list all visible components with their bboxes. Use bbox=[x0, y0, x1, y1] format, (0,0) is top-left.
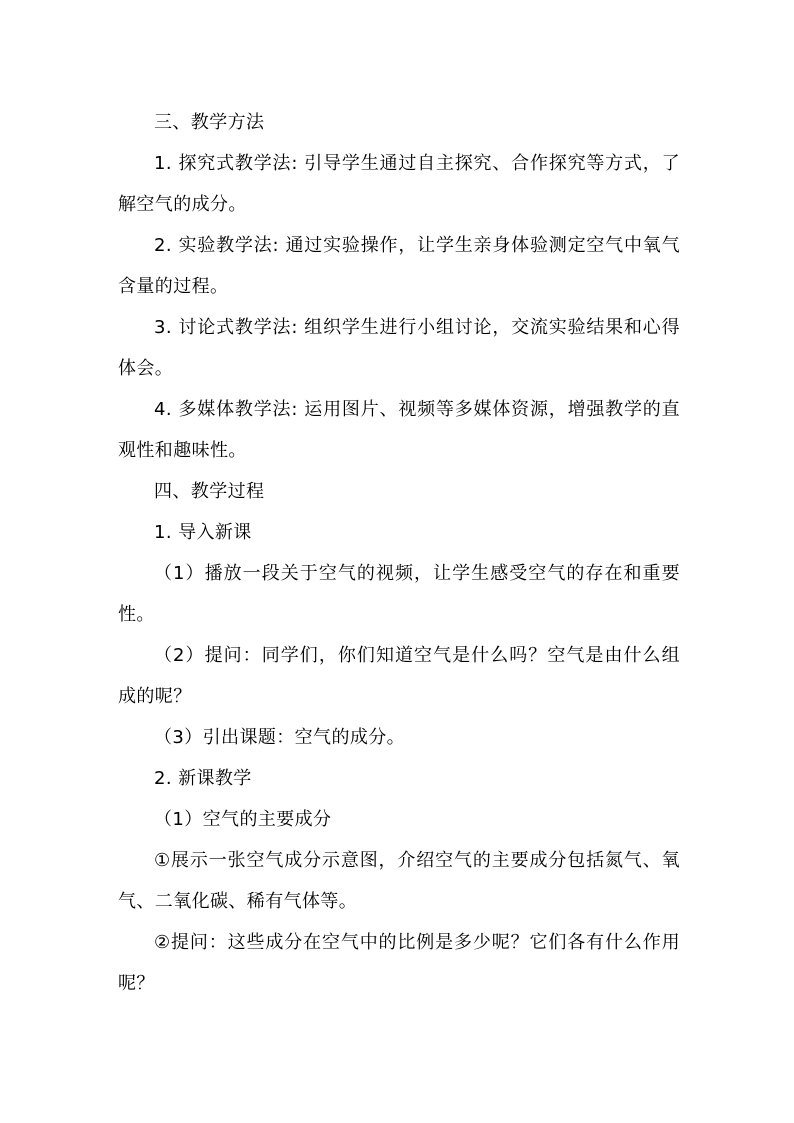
new-lesson-point-1: ①展示一张空气成分示意图，介绍空气的主要成分包括氮气、氧气、二氧化碳、稀有气体等。 bbox=[118, 850, 680, 912]
subsection-heading-new-lesson: 2. 新课教学 bbox=[154, 768, 252, 789]
introduction-step-1: （1）播放一段关于空气的视频，让学生感受空气的存在和重要性。 bbox=[118, 563, 680, 625]
method-item-discussion: 3. 讨论式教学法: 组织学生进行小组讨论，交流实验结果和心得体会。 bbox=[118, 317, 680, 379]
method-item-multimedia: 4. 多媒体教学法: 运用图片、视频等多媒体资源，增强教学的直观性和趣味性。 bbox=[118, 399, 680, 461]
new-lesson-topic-1: （1）空气的主要成分 bbox=[154, 809, 332, 830]
method-item-inquiry: 1. 探究式教学法: 引导学生通过自主探究、合作探究等方式，了解空气的成分。 bbox=[118, 153, 680, 215]
section-heading-teaching-methods: 三、教学方法 bbox=[154, 112, 265, 133]
section-heading-teaching-process: 四、教学过程 bbox=[154, 481, 265, 502]
document-body bbox=[118, 102, 680, 1004]
new-lesson-point-2: ②提问：这些成分在空气中的比例是多少呢？它们各有什么作用呢？ bbox=[118, 932, 680, 994]
introduction-step-2: （2）提问：同学们，你们知道空气是什么吗？空气是由什么组成的呢？ bbox=[118, 645, 680, 707]
introduction-step-3: （3）引出课题：空气的成分。 bbox=[154, 727, 406, 748]
method-item-experiment: 2. 实验教学法: 通过实验操作，让学生亲身体验测定空气中氧气含量的过程。 bbox=[118, 235, 680, 297]
subsection-heading-introduction: 1. 导入新课 bbox=[154, 522, 252, 543]
